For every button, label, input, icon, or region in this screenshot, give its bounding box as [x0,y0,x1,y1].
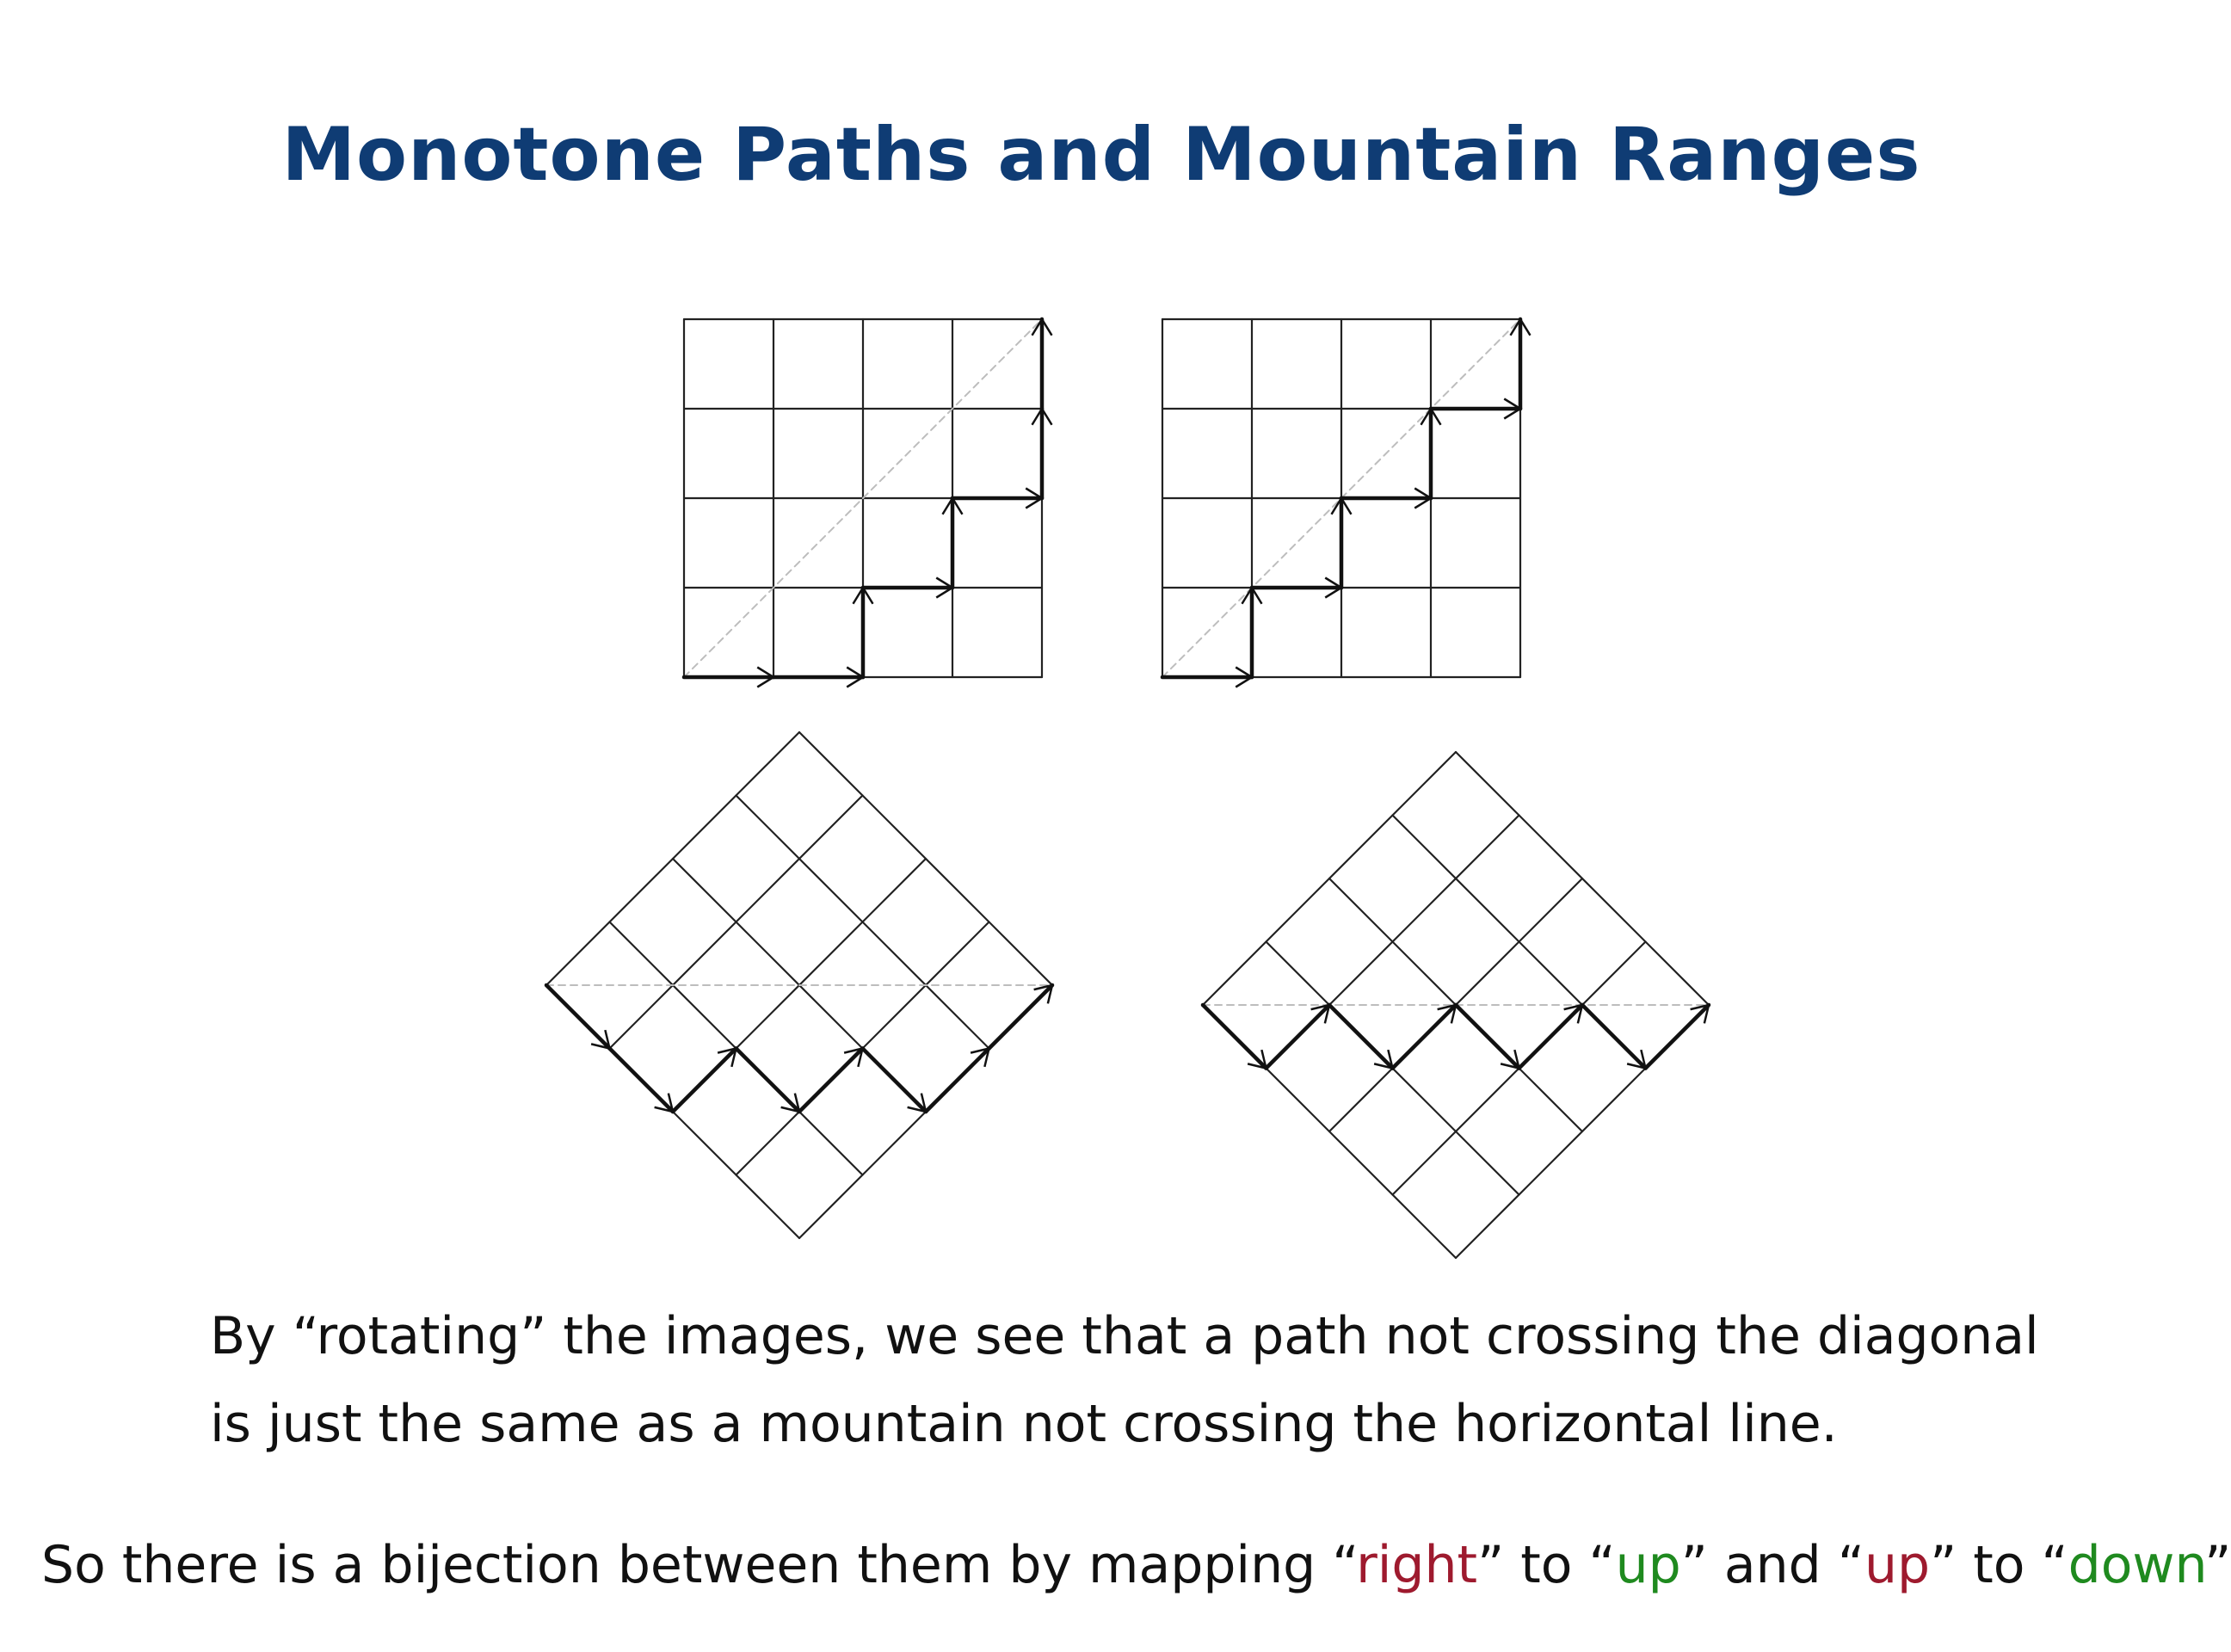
mountain-left-path-step-2 [610,1049,674,1113]
mountain-right-path-step-7 [1582,1005,1646,1069]
bijection-prefix: So there is a bijection between them by mapping “ [41,1535,1357,1595]
slide-title: Monotone Paths and Mountain Ranges [281,112,1921,198]
mountain-left-path-step-5 [799,1049,863,1113]
bijection-line [41,1535,2231,1595]
mountain-right-path-step-8 [1646,1005,1710,1069]
mountain-left-path-step-3 [673,1049,736,1113]
word-up-target: up [1615,1535,1681,1595]
mountain-left-path-step-8 [989,985,1053,1049]
mountain-right-path-step-6 [1519,1005,1583,1069]
bijection-mid-3: ” to “ [1930,1535,2068,1595]
mountain-left-diagram [546,732,1052,1238]
word-up-source: up [1864,1535,1931,1595]
mountain-right-diagram [1203,752,1709,1258]
mountain-left-path-step-1 [546,985,610,1049]
bijection-mid-2: ” and “ [1680,1535,1864,1595]
caption-line-2: is just the same as a mountain not crossing the horizontal line. [210,1394,1838,1454]
square-left-diagram [684,319,1051,687]
bijection-mid-1: ” to “ [1477,1535,1616,1595]
word-down: down [2068,1535,2205,1595]
bijection-suffix: ” [2204,1535,2231,1595]
caption-line-1: By “rotating” the images, we see that a path not crossing the diagonal [210,1306,2039,1366]
mountain-right-path-step-4 [1393,1005,1457,1069]
mountain-left-path-step-7 [926,1049,989,1113]
mountain-right-path-step-3 [1329,1005,1393,1069]
mountain-right-path-step-1 [1203,1005,1266,1069]
word-right: right [1356,1535,1478,1595]
mountain-right-path-step-5 [1456,1005,1519,1069]
mountain-right-path-step-2 [1266,1005,1330,1069]
mountain-left-path-step-4 [736,1049,800,1113]
square-right-diagram [1162,319,1530,687]
mountain-left-path-step-6 [863,1049,927,1113]
